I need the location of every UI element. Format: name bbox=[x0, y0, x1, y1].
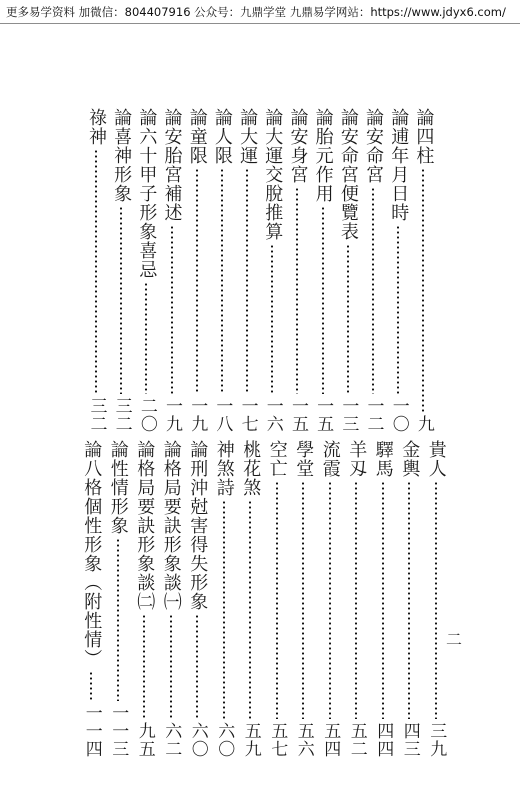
toc-entry-page: 一六 bbox=[262, 397, 283, 433]
toc-entry bbox=[211, 440, 238, 758]
toc-entry-page: 一一三 bbox=[108, 704, 129, 758]
toc-entry bbox=[184, 440, 211, 758]
dot-leader bbox=[223, 500, 225, 719]
toc-entry-title: 論胎元作用 bbox=[312, 108, 334, 203]
toc-entry-page: 一三 bbox=[338, 397, 359, 433]
toc-entry-page: 九 bbox=[413, 415, 434, 433]
toc-entry-title: 論六十甲子形象喜忌 bbox=[136, 108, 158, 279]
toc-entry-page: 四四 bbox=[373, 722, 394, 758]
toc-entry bbox=[264, 440, 291, 758]
toc-entry-page: 五四 bbox=[320, 722, 341, 758]
toc-entry-page: 一七 bbox=[237, 397, 258, 433]
toc-entry-title: 論八格個性形象（附性情） bbox=[81, 440, 103, 668]
toc-entry bbox=[360, 108, 385, 433]
dot-leader bbox=[276, 481, 278, 719]
dot-leader bbox=[196, 614, 198, 719]
dot-leader bbox=[296, 187, 298, 394]
dot-leader bbox=[271, 244, 273, 394]
toc-entry bbox=[184, 108, 209, 433]
dot-leader bbox=[249, 500, 251, 719]
toc-entry-page: 一九 bbox=[187, 397, 208, 433]
toc-entry bbox=[260, 108, 285, 433]
toc-entry-page: 一五 bbox=[313, 397, 334, 433]
toc-entry bbox=[159, 108, 184, 433]
toc-entry bbox=[317, 440, 344, 758]
toc-entry bbox=[396, 440, 423, 758]
toc-entry-title: 論安命宮便覽表 bbox=[337, 108, 359, 241]
toc-entry bbox=[235, 108, 260, 433]
toc-entry-page: 一八 bbox=[212, 397, 233, 433]
toc-entry-title: 論安身宮 bbox=[287, 108, 309, 184]
toc-entry-page: 五二 bbox=[346, 722, 367, 758]
toc-entry-title: 論人限 bbox=[211, 108, 233, 165]
toc-entry-page: 三二 bbox=[86, 397, 107, 433]
toc-entry-title: 貴人 bbox=[425, 440, 447, 478]
toc-entry bbox=[310, 108, 335, 433]
dot-leader bbox=[302, 481, 304, 719]
toc-entry bbox=[335, 108, 360, 433]
toc-entry-page: 五七 bbox=[267, 722, 288, 758]
toc-entry-page: 五九 bbox=[240, 722, 261, 758]
toc-entry-page: 九五 bbox=[134, 722, 155, 758]
toc-entry-title: 論逋年月日時 bbox=[388, 108, 410, 222]
toc-entry bbox=[109, 108, 134, 433]
dot-leader bbox=[382, 481, 384, 719]
toc-entry-title: 論四柱 bbox=[413, 108, 435, 165]
dot-leader bbox=[171, 225, 173, 394]
dot-leader bbox=[322, 206, 324, 394]
dot-leader bbox=[397, 225, 399, 394]
dot-leader bbox=[422, 168, 424, 412]
toc-entry-title: 論大運交脫推算 bbox=[262, 108, 284, 241]
toc-entry bbox=[290, 440, 317, 758]
dot-leader bbox=[372, 187, 374, 394]
toc-entry bbox=[237, 440, 264, 758]
toc-entry-page: 六二 bbox=[161, 722, 182, 758]
toc-entry-page: 一九 bbox=[162, 397, 183, 433]
toc-entry bbox=[209, 108, 234, 433]
page-header-banner: 更多易学资料 加微信：804407916 公众号：九鼎学堂 九鼎易学网站：https://www.jdyx6.com/ bbox=[6, 5, 506, 19]
toc-entry-title: 金輿 bbox=[399, 440, 421, 478]
dot-leader bbox=[95, 149, 97, 394]
dot-leader bbox=[145, 282, 147, 394]
toc-entry-title: 論格局要訣形象談㈠ bbox=[160, 440, 182, 611]
toc-entry bbox=[78, 440, 105, 758]
toc-entry bbox=[83, 108, 108, 433]
toc-entry-title: 羊刄 bbox=[346, 440, 368, 478]
toc-entry bbox=[370, 440, 397, 758]
toc-entry bbox=[134, 108, 159, 433]
dot-leader bbox=[170, 614, 172, 719]
dot-leader bbox=[117, 538, 119, 701]
toc-entry-page: 一〇 bbox=[388, 397, 409, 433]
header-divider bbox=[0, 23, 520, 24]
dot-leader bbox=[221, 168, 223, 394]
toc-entry-page: 五六 bbox=[293, 722, 314, 758]
dot-leader bbox=[90, 671, 92, 701]
toc-upper-row bbox=[83, 108, 436, 433]
toc-entry-title: 論性情形象 bbox=[107, 440, 129, 535]
toc-entry-title: 空亡 bbox=[266, 440, 288, 478]
toc-entry-title: 學堂 bbox=[293, 440, 315, 478]
dot-leader bbox=[196, 168, 198, 394]
dot-leader bbox=[347, 244, 349, 394]
toc-entry bbox=[386, 108, 411, 433]
toc-entry-title: 論刑沖尅害得失形象 bbox=[187, 440, 209, 611]
toc-entry-title: 論格局要訣形象談㈡ bbox=[134, 440, 156, 611]
toc-entry-page: 四三 bbox=[399, 722, 420, 758]
toc-lower-row bbox=[78, 440, 449, 758]
toc-entry-title: 論大運 bbox=[237, 108, 259, 165]
dot-leader bbox=[435, 481, 437, 719]
dot-leader bbox=[143, 614, 145, 719]
toc-entry-page: 二〇 bbox=[136, 397, 157, 433]
toc-entry-title: 驛馬 bbox=[372, 440, 394, 478]
toc-entry-page: 三二 bbox=[111, 397, 132, 433]
toc-entry bbox=[343, 440, 370, 758]
toc-entry bbox=[423, 440, 450, 758]
toc-entry-page: 六〇 bbox=[214, 722, 235, 758]
toc-entry-page: 一五 bbox=[287, 397, 308, 433]
dot-leader bbox=[408, 481, 410, 719]
dot-leader bbox=[355, 481, 357, 719]
toc-entry-title: 神煞詩 bbox=[213, 440, 235, 497]
page-number: 二 bbox=[446, 630, 463, 649]
toc-entry-title: 論安命宮 bbox=[363, 108, 385, 184]
dot-leader bbox=[329, 481, 331, 719]
dot-leader bbox=[246, 168, 248, 394]
toc-entry-page: 一一四 bbox=[81, 704, 102, 758]
toc-entry-title: 流霞 bbox=[319, 440, 341, 478]
toc-entry bbox=[131, 440, 158, 758]
toc-entry bbox=[158, 440, 185, 758]
toc-entry-title: 論童限 bbox=[186, 108, 208, 165]
toc-entry bbox=[411, 108, 436, 433]
toc-entry-title: 桃花煞 bbox=[240, 440, 262, 497]
toc-entry-title: 論安胎宮補述 bbox=[161, 108, 183, 222]
toc-entry bbox=[285, 108, 310, 433]
toc-entry-page: 六〇 bbox=[187, 722, 208, 758]
toc-entry-title: 論喜神形象 bbox=[111, 108, 133, 203]
toc-entry-page: 一二 bbox=[363, 397, 384, 433]
dot-leader bbox=[120, 206, 122, 394]
toc-entry-page: 三九 bbox=[426, 722, 447, 758]
toc-entry bbox=[105, 440, 132, 758]
toc-entry-title: 祿神 bbox=[85, 108, 107, 146]
